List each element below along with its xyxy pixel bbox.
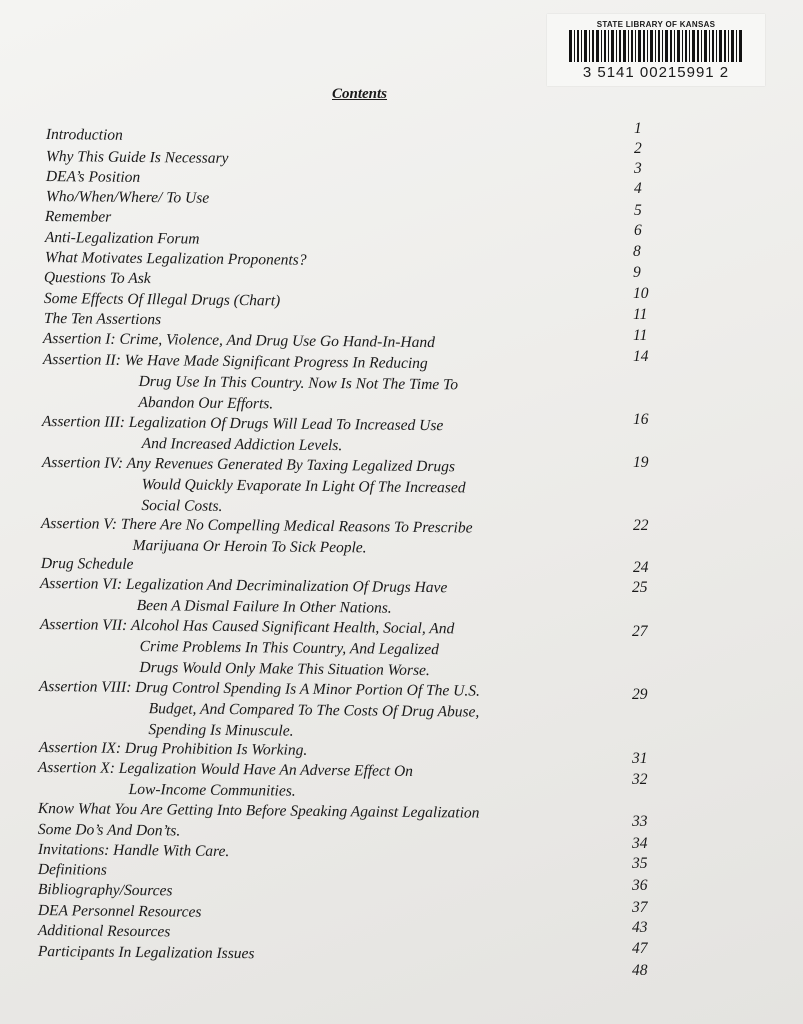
toc-entry: [42, 411, 444, 457]
toc-page-number: 11: [633, 327, 648, 344]
toc-page-number: 31: [632, 750, 648, 767]
toc-entry-title: Assertion IX: Drug Prohibition Is Working.: [38, 738, 308, 759]
toc-entry-title: Why This Guide Is Necessary: [45, 147, 229, 167]
toc-page-number: 5: [634, 202, 642, 219]
toc-page-number: 8: [633, 243, 641, 260]
toc-entry-title: The Ten Assertions: [43, 309, 162, 329]
toc-page-number: 2: [634, 140, 642, 157]
toc-entry: [46, 166, 141, 188]
toc-page-number: 6: [634, 222, 642, 239]
toc-page-number: 33: [632, 813, 648, 830]
toc-entry: [38, 859, 107, 881]
barcode-icon: [569, 30, 743, 62]
page-title: Contents: [332, 86, 388, 102]
toc-entry: [41, 553, 134, 575]
toc-entry: [38, 941, 255, 964]
library-barcode-label: [547, 14, 765, 86]
toc-entry-title: Participants In Legalization Issues: [37, 942, 255, 963]
toc-page-number: 9: [633, 264, 641, 281]
toc-entry-continuation: Social Costs.: [141, 497, 223, 515]
toc-page-number: 1: [634, 120, 642, 137]
toc-entry-continuation: And Increased Addiction Levels.: [141, 435, 343, 455]
toc-entry: [38, 879, 173, 901]
toc-entry-title: Introduction: [45, 125, 123, 144]
toc-entry: [42, 349, 458, 416]
toc-entry: [46, 124, 123, 146]
toc-entry-title: Questions To Ask: [43, 268, 151, 288]
toc-entry-title: Assertion I: Crime, Violence, And Drug Use Go Hand-In-Hand: [42, 329, 436, 352]
toc-entry: [38, 676, 480, 744]
toc-entry: [41, 513, 473, 560]
toc-entry-title: What Motivates Legalization Proponents?: [44, 248, 307, 269]
toc-page-number: 11: [633, 306, 648, 323]
toc-entry-title: Assertion VI: Legalization And Decriminalization Of Drugs Have: [39, 574, 448, 597]
toc-page-number: 34: [632, 835, 648, 852]
toc-entry-title: Assertion IV: Any Revenues Generated By Taxing Legalized Drugs: [41, 453, 456, 476]
toc-entry-title: Assertion II: We Have Made Significant Progress In Reducing: [42, 350, 428, 373]
toc-entry-title: Know What You Are Getting Into Before Speaking Against Legalization: [37, 799, 480, 822]
toc-entry-continuation: Drug Use In This Country. Now Is Not The Time To: [138, 373, 459, 394]
toc-entry: [45, 227, 200, 250]
toc-entry-title: Assertion VII: Alcohol Has Caused Significant Health, Social, And: [39, 615, 455, 638]
toc-page-number: 43: [632, 919, 648, 936]
toc-page-number: 35: [632, 855, 648, 872]
toc-page-number: 27: [632, 623, 648, 640]
toc-page-number: 29: [632, 686, 648, 703]
toc-entry: [38, 920, 171, 942]
toc-entry-title: Some Do’s And Don’ts.: [37, 820, 181, 840]
toc-entry-continuation: Crime Problems In This Country, And Legalized: [139, 638, 439, 659]
toc-entry-title: Who/When/Where/ To Use: [45, 187, 210, 207]
toc-page-number: 37: [632, 899, 648, 916]
toc-page-number: 16: [633, 411, 649, 428]
toc-page-number: 24: [633, 559, 649, 576]
toc-entry-continuation: Marijuana Or Heroin To Sick People.: [132, 536, 367, 557]
toc-entry-continuation: Would Quickly Evaporate In Light Of The Increased: [141, 476, 466, 497]
toc-entry-continuation: Been A Dismal Failure In Other Nations.: [136, 597, 392, 617]
toc-page-number: 4: [634, 180, 642, 197]
toc-entry-title: DEA Personnel Resources: [37, 901, 202, 921]
toc-entry-title: Additional Resources: [37, 921, 171, 941]
toc-entry-title: Bibliography/Sources: [37, 880, 173, 900]
toc-page-number: 22: [633, 517, 649, 534]
toc-entry-continuation: Low-Income Communities.: [128, 780, 296, 800]
toc-page-number: 25: [632, 579, 648, 596]
toc-entry-title: Anti-Legalization Forum: [44, 228, 200, 248]
barcode-number: 3 5141 00215991 2: [582, 64, 730, 81]
toc-entry-title: Assertion X: Legalization Would Have An Adverse Effect On: [37, 758, 414, 780]
toc-entry: [38, 757, 414, 803]
toc-page-number: 10: [633, 285, 649, 302]
toc-entry: [44, 308, 161, 330]
toc-page-number: 14: [633, 348, 649, 365]
toc-entry-title: Assertion V: There Are No Compelling Medical Reasons To Prescribe: [40, 514, 473, 537]
toc-entry-title: Definitions: [37, 860, 107, 879]
toc-entry-title: Invitations: Handle With Care.: [37, 840, 230, 861]
toc-page-number: 48: [632, 962, 648, 979]
toc-entry: [39, 614, 454, 681]
toc-entry-continuation: Abandon Our Efforts.: [138, 394, 274, 413]
toc-entry-title: Assertion III: Legalization Of Drugs Will Lead To Increased Use: [41, 412, 444, 435]
toc-page-number: 32: [632, 771, 648, 788]
toc-entry: [41, 452, 466, 519]
toc-entry-title: DEA’s Position: [45, 167, 141, 186]
toc-entry-continuation: Spending Is Minuscule.: [148, 721, 294, 740]
toc-page-number: 47: [632, 940, 648, 957]
toc-entry-continuation: Budget, And Compared To The Costs Of Drug Abuse,: [148, 700, 480, 721]
toc-page-number: 19: [633, 454, 649, 471]
library-name: STATE LIBRARY OF KANSAS: [596, 20, 716, 29]
toc-entry-title: Drug Schedule: [40, 554, 134, 573]
toc-entry-continuation: Drugs Would Only Make This Situation Worse.: [139, 659, 430, 680]
toc-entry: [44, 267, 151, 289]
toc-entry: [38, 819, 181, 841]
toc-page-number: 36: [632, 877, 648, 894]
toc-entry-title: Remember: [44, 207, 112, 226]
toc-entry: [40, 573, 448, 619]
toc-entry-title: Assertion VIII: Drug Control Spending Is A Minor Portion Of The U.S.: [38, 677, 480, 700]
toc-page-number: 3: [634, 160, 642, 177]
toc-entry: [45, 206, 111, 228]
toc-entry-title: Some Effects Of Illegal Drugs (Chart): [43, 289, 281, 310]
